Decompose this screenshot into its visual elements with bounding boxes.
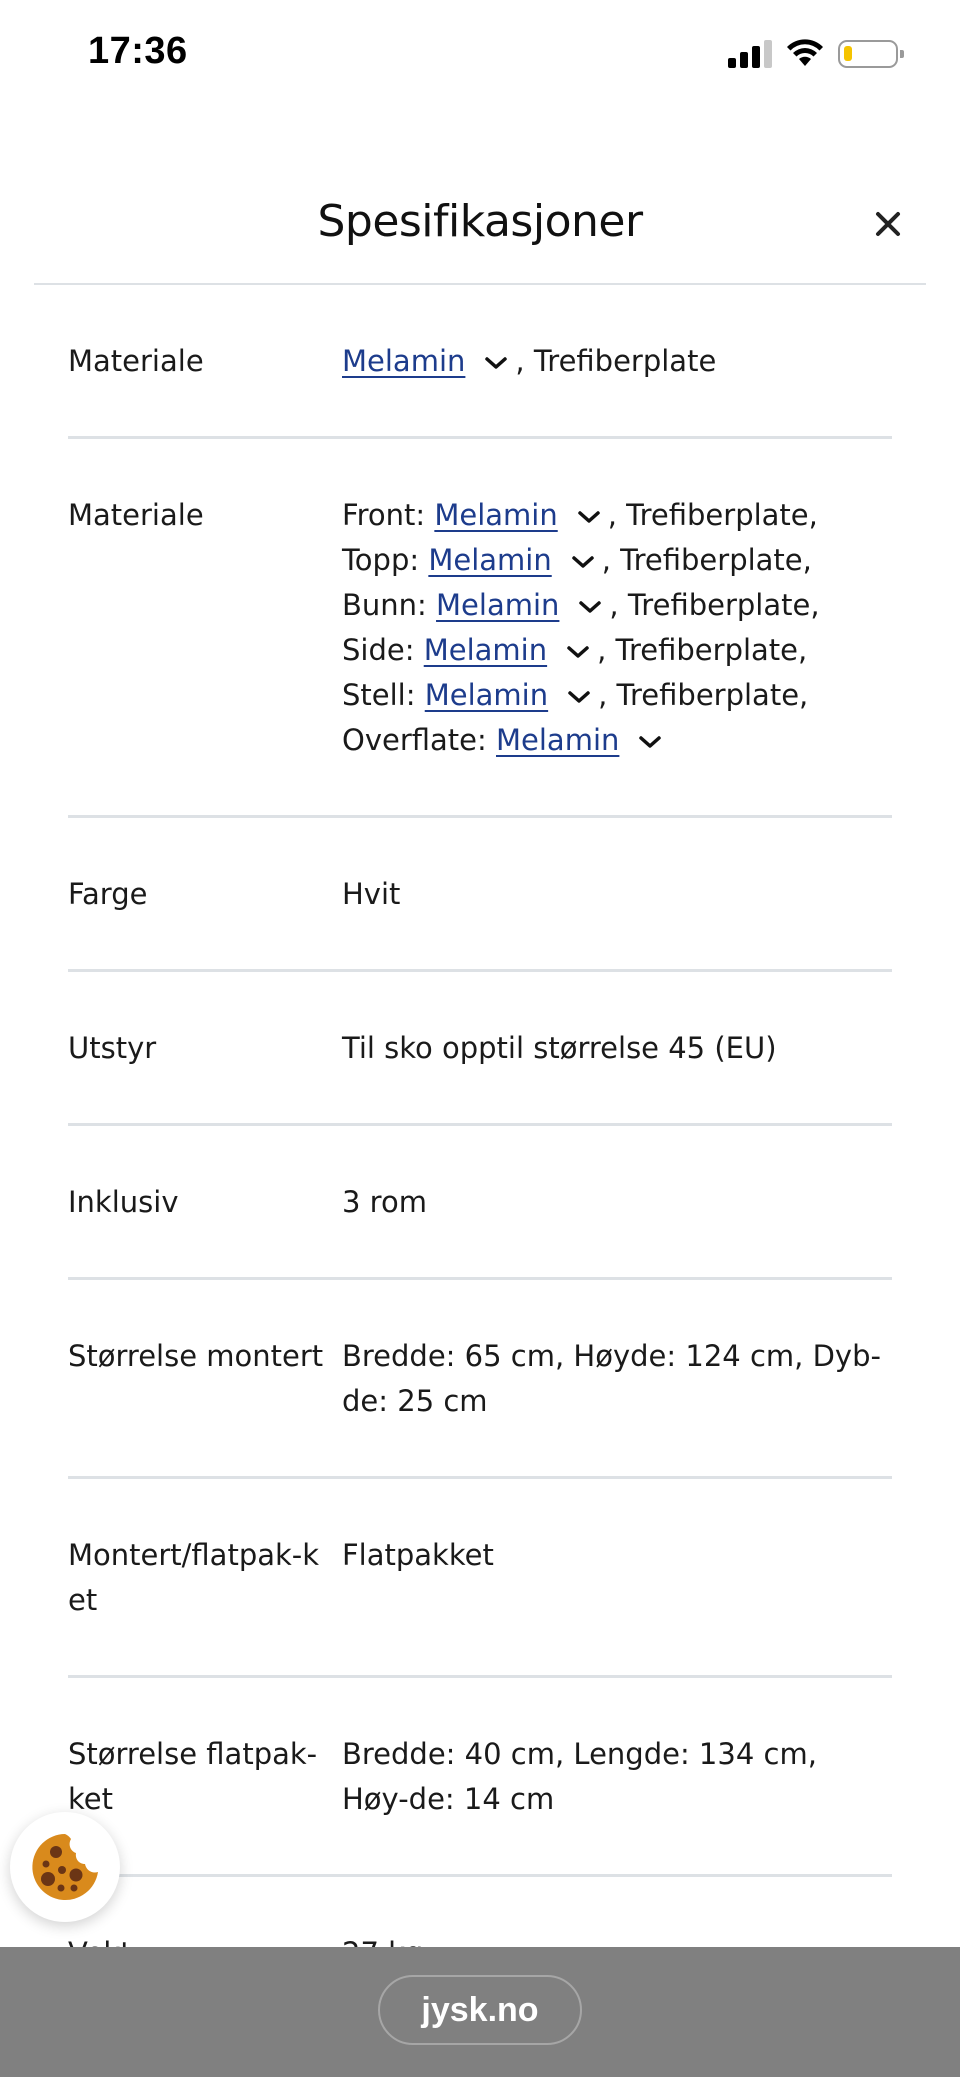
spec-label: Inklusiv xyxy=(68,1185,179,1219)
status-time: 17:36 xyxy=(88,30,188,72)
material-line-top: Topp: Melamin , Trefiberplate, xyxy=(342,543,812,577)
material-link[interactable]: Melamin xyxy=(424,678,549,712)
spec-label: Materiale xyxy=(68,498,204,532)
spec-row-material-parts xyxy=(68,439,892,818)
material-line-surface: Overflate: Melamin xyxy=(342,718,892,763)
material-link[interactable]: Melamin xyxy=(434,498,558,532)
spec-value: Flatpakket xyxy=(342,1538,494,1572)
spec-value: Melamin , Trefiberplate xyxy=(342,344,717,378)
spec-row-size-assembled xyxy=(68,1280,892,1479)
cookie-icon xyxy=(28,1830,102,1904)
browser-bottom-bar xyxy=(0,1947,960,2077)
spec-value: Bredde: 65 cm, Høyde: 124 cm, Dyb-de: 25 cm xyxy=(342,1339,881,1418)
material-link[interactable]: Melamin xyxy=(342,344,466,378)
spec-row-size-flatpacked xyxy=(68,1678,892,1877)
chevron-down-icon[interactable] xyxy=(483,354,509,372)
material-line-frame: Stell: Melamin , Trefiberplate, xyxy=(342,678,809,712)
cookie-settings-button[interactable] xyxy=(10,1812,120,1922)
chevron-down-icon[interactable] xyxy=(565,643,591,661)
spec-row-equipment xyxy=(68,972,892,1126)
spec-value: Hvit xyxy=(342,877,401,911)
battery-level xyxy=(844,46,852,61)
spec-label: Utstyr xyxy=(68,1031,157,1065)
material-line-front: Front: Melamin , Trefiberplate, xyxy=(342,498,818,532)
material-link[interactable]: Melamin xyxy=(428,543,552,577)
material-link[interactable]: Melamin xyxy=(496,723,620,757)
status-bar xyxy=(0,0,960,100)
spec-value: 3 rom xyxy=(342,1185,427,1219)
chevron-down-icon[interactable] xyxy=(570,553,596,571)
spec-label: Materiale xyxy=(68,344,204,378)
chevron-down-icon[interactable] xyxy=(576,508,602,526)
spec-label: Montert/flatpak-ket xyxy=(68,1538,320,1617)
spec-label: Farge xyxy=(68,877,148,911)
sheet-header xyxy=(0,180,960,284)
material-line-side: Side: Melamin , Trefiberplate, xyxy=(342,633,808,667)
material-link[interactable]: Melamin xyxy=(423,633,548,667)
spec-value: Til sko opptil størrelse 45 (EU) xyxy=(342,1031,777,1065)
wifi-icon xyxy=(786,38,824,68)
spec-label: Størrelse flatpak-ket xyxy=(68,1737,318,1816)
spec-row-color xyxy=(68,818,892,972)
page-title: Spesifikasjoner xyxy=(317,196,643,247)
signal-icon xyxy=(728,40,772,68)
close-icon xyxy=(868,204,908,244)
chevron-down-icon[interactable] xyxy=(577,598,603,616)
address-bar[interactable]: jysk.no xyxy=(378,1975,582,2045)
spec-label: Størrelse montert xyxy=(68,1339,324,1373)
spec-table xyxy=(68,285,892,2031)
spec-row-included xyxy=(68,1126,892,1280)
battery-icon xyxy=(838,40,898,68)
chevron-down-icon[interactable] xyxy=(637,733,663,751)
material-link[interactable]: Melamin xyxy=(436,588,560,622)
spec-value xyxy=(342,493,892,815)
spec-row-assembled-flatpacked xyxy=(68,1479,892,1678)
chevron-down-icon[interactable] xyxy=(566,688,592,706)
spec-row-material xyxy=(68,285,892,439)
material-line-bottom: Bunn: Melamin , Trefiberplate, xyxy=(342,588,820,622)
spec-value: Bredde: 40 cm, Lengde: 134 cm, Høy-de: 14 cm xyxy=(342,1737,817,1816)
close-button[interactable] xyxy=(868,204,908,244)
